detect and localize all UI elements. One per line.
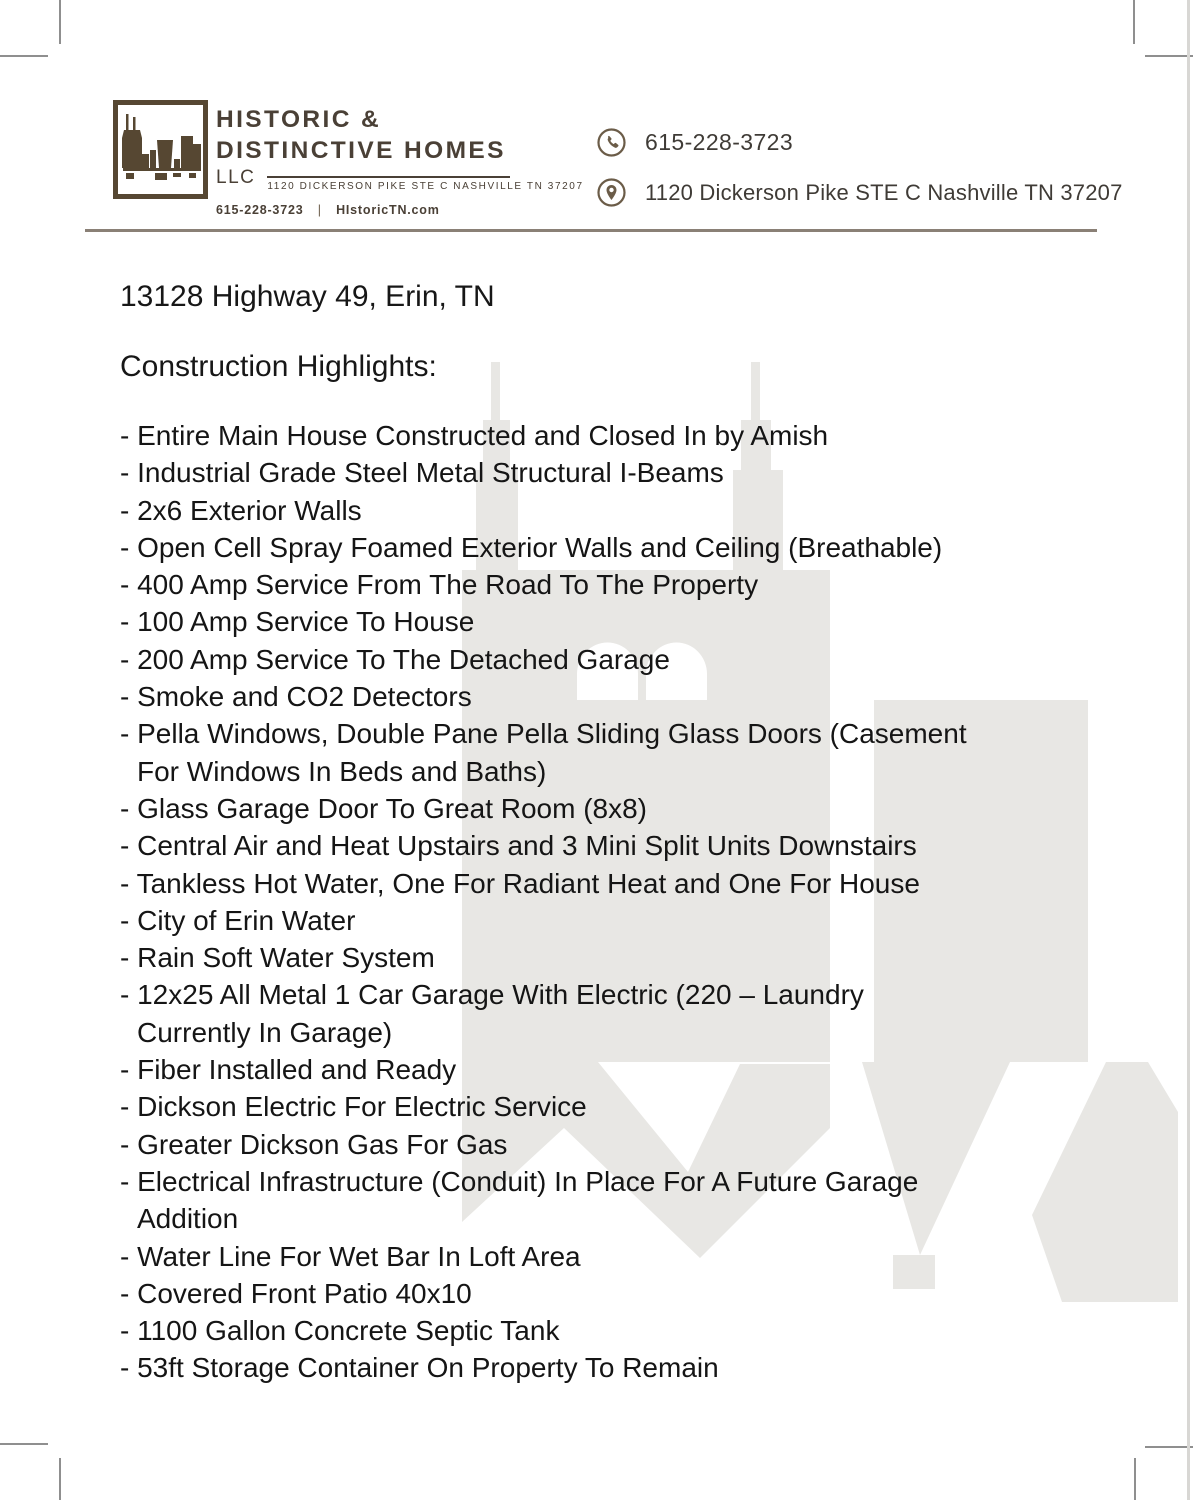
logo-website-link[interactable]: HIstoricTN.com bbox=[336, 203, 440, 217]
highlight-line: - Open Cell Spray Foamed Exterior Walls and Ceiling (Breathable) bbox=[120, 531, 943, 563]
logo-divider-rule bbox=[267, 176, 510, 178]
logo-address-small: 1120 DICKERSON PIKE STE C NASHVILLE TN 37207 bbox=[267, 181, 584, 192]
highlight-line: - 53ft Storage Container On Property To Remain bbox=[120, 1352, 719, 1384]
highlight-line: - Fiber Installed and Ready bbox=[120, 1054, 457, 1086]
logo-phone: 615-228-3723 bbox=[216, 203, 304, 217]
contact-phone-number[interactable]: 615-228-3723 bbox=[645, 129, 794, 155]
location-pin-icon bbox=[597, 178, 626, 207]
highlight-line: - 1100 Gallon Concrete Septic Tank bbox=[120, 1315, 560, 1347]
contact-block bbox=[597, 128, 1123, 228]
section-title: Construction Highlights: bbox=[120, 350, 437, 383]
highlight-line: - Entire Main House Constructed and Closed In by Amish bbox=[120, 420, 829, 451]
highlight-line: - 200 Amp Service To The Detached Garage bbox=[120, 643, 670, 675]
company-llc-label: LLC bbox=[216, 167, 256, 188]
highlight-line: For Windows In Beds and Baths) bbox=[137, 755, 547, 787]
highlight-line: - Central Air and Heat Upstairs and 3 Mini Split Units Downstairs bbox=[120, 830, 917, 862]
highlight-line: - Dickson Electric For Electric Service bbox=[120, 1091, 587, 1123]
highlight-line: - Tankless Hot Water, One For Radiant Heat and One For House bbox=[120, 867, 920, 899]
highlight-line: - Smoke and CO2 Detectors bbox=[120, 681, 472, 713]
property-address-title: 13128 Highway 49, Erin, TN bbox=[120, 280, 495, 313]
header-separator-rule bbox=[85, 229, 1097, 232]
highlight-line: - City of Erin Water bbox=[120, 904, 356, 936]
company-name-line2: DISTINCTIVE HOMES bbox=[216, 137, 506, 164]
highlight-line: - Electrical Infrastructure (Conduit) In Place For A Future Garage bbox=[120, 1165, 919, 1197]
highlights-list bbox=[120, 417, 1130, 1387]
highlight-line: - Water Line For Wet Bar In Loft Area bbox=[120, 1240, 581, 1272]
highlight-line: Currently In Garage) bbox=[137, 1016, 393, 1048]
company-logo-text bbox=[216, 104, 584, 217]
contact-phone-row bbox=[597, 128, 1123, 157]
highlight-line: - Pella Windows, Double Pane Pella Sliding Glass Doors (Casement bbox=[120, 718, 967, 750]
letterhead bbox=[0, 0, 1193, 232]
highlight-line: - Greater Dickson Gas For Gas bbox=[120, 1128, 508, 1160]
contact-address-row bbox=[597, 178, 1123, 207]
logo-pipe-separator: | bbox=[317, 203, 322, 217]
highlight-line: - 400 Amp Service From The Road To The Property bbox=[120, 569, 759, 601]
company-logo-skyline-icon bbox=[113, 100, 208, 199]
highlight-line: - 2x6 Exterior Walls bbox=[120, 494, 362, 526]
highlight-line: Addition bbox=[137, 1203, 239, 1235]
highlight-line: - Industrial Grade Steel Metal Structural I-Beams bbox=[120, 457, 724, 489]
phone-icon bbox=[597, 128, 626, 157]
highlight-line: - Glass Garage Door To Great Room (8x8) bbox=[120, 792, 648, 824]
highlight-line: - Covered Front Patio 40x10 bbox=[120, 1277, 472, 1309]
company-name-line1: HISTORIC & bbox=[216, 106, 382, 133]
highlight-line: - 100 Amp Service To House bbox=[120, 606, 475, 638]
highlight-line: - 12x25 All Metal 1 Car Garage With Electric (220 – Laundry bbox=[120, 979, 864, 1011]
contact-address-text[interactable]: 1120 Dickerson Pike STE C Nashville TN 37207 bbox=[645, 179, 1123, 205]
logo-contact-line bbox=[216, 203, 584, 217]
highlight-line: - Rain Soft Water System bbox=[120, 942, 435, 974]
